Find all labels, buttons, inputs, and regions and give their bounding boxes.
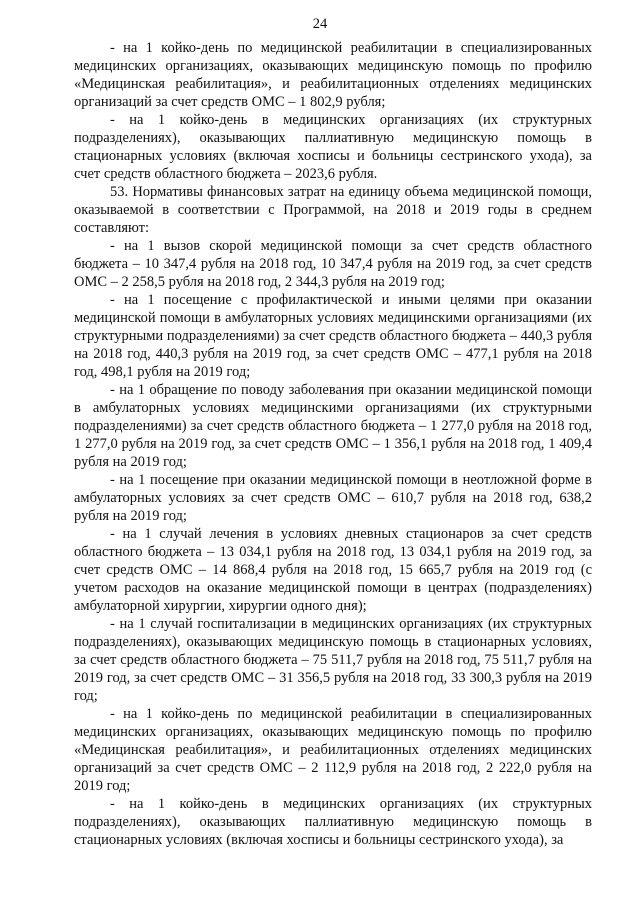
- paragraph-palliative-bed-day: - на 1 койко-день в медицинских организациях (их структурных подразделениях), оказывающих паллиативную медицинскую помощь в стационарных условиях (включая хосписы и больницы сестринского ухода), за счет средств областного бюджета – 2023,6 рубля.: [74, 112, 592, 182]
- paragraph-ambulance-call: - на 1 вызов скорой медицинской помощи за счет средств областного бюджета – 10 347,4 рубля на 2018 год, 10 347,4 рубля на 2019 год, за счет средств ОМС – 2 258,5 рубля на 2018 год, 2 344,3 рубля на 2019 год;: [74, 238, 592, 290]
- paragraph-rehab-bed-day-oms: - на 1 койко-день по медицинской реабилитации в специализированных медицинских организациях, оказывающих медицинскую помощь по профилю «Медицинская реабилитация», и реабилитационных отделениях медицинских организаций за счет средств ОМС – 1 802,9 рубля;: [74, 40, 592, 110]
- paragraph-hospitalization: - на 1 случай госпитализации в медицинских организациях (их структурных подразделениях), оказывающих медицинскую помощь в стационарных условиях, за счет средств областного бюджета – 75 511,7 рубля на 2018 год, 75 511,7 рубля на 2019 год, за счет средств ОМС – 31 356,5 рубля на 2018 год, 33 300,3 рубля на 2019 год;: [74, 616, 592, 704]
- paragraph-rehab-bed-day-2018-2019: - на 1 койко-день по медицинской реабилитации в специализированных медицинских организациях, оказывающих медицинскую помощь по профилю «Медицинская реабилитация», и реабилитационных отделениях медицинских организаций за счет средств ОМС – 2 112,9 рубля на 2018 год, 2 222,0 рубля на 2019 год;: [74, 706, 592, 794]
- paragraph-clause-53: 53. Нормативы финансовых затрат на единицу объема медицинской помощи, оказываемой в соответствии с Программой, на 2018 и 2019 годы в среднем составляют:: [74, 184, 592, 236]
- paragraph-day-hospital: - на 1 случай лечения в условиях дневных стационаров за счет средств областного бюджета – 13 034,1 рубля на 2018 год, 13 034,1 рубля на 2019 год, за счет средств ОМС – 14 868,4 рубля на 2018 год, 15 665,7 рубля на 2019 год (с учетом расходов на оказание медицинской помощи в центрах (подразделениях) амбулаторной хирургии, хирургии одного дня);: [74, 526, 592, 614]
- paragraph-disease-treatment: - на 1 обращение по поводу заболевания при оказании медицинской помощи в амбулаторных условиях медицинскими организациями (их структурными подразделениями) за счет средств областного бюджета – 1 277,0 рубля на 2018 год, 1 277,0 рубля на 2019 год, за счет средств ОМС – 1 356,1 рубля на 2018 год, 1 409,4 рубля на 2019 год;: [74, 382, 592, 470]
- paragraph-preventive-visit: - на 1 посещение с профилактической и иными целями при оказании медицинской помощи в амбулаторных условиях медицинскими организациями (их структурными подразделениями) за счет средств областного бюджета – 440,3 рубля на 2018 год, 440,3 рубля на 2019 год, за счет средств ОМС – 477,1 рубля на 2018 год, 498,1 рубля на 2019 год;: [74, 292, 592, 380]
- page-number: 24: [312, 16, 328, 32]
- document-body: [74, 39, 592, 849]
- paragraph-urgent-visit: - на 1 посещение при оказании медицинской помощи в неотложной форме в амбулаторных условиях за счет средств ОМС – 610,7 рубля на 2018 год, 638,2 рубля на 2019 год;: [74, 472, 592, 524]
- paragraph-palliative-bed-day-2018-2019: - на 1 койко-день в медицинских организациях (их структурных подразделениях), оказывающих паллиативную медицинскую помощь в стационарных условиях (включая хосписы и больницы сестринского ухода), за: [74, 796, 592, 848]
